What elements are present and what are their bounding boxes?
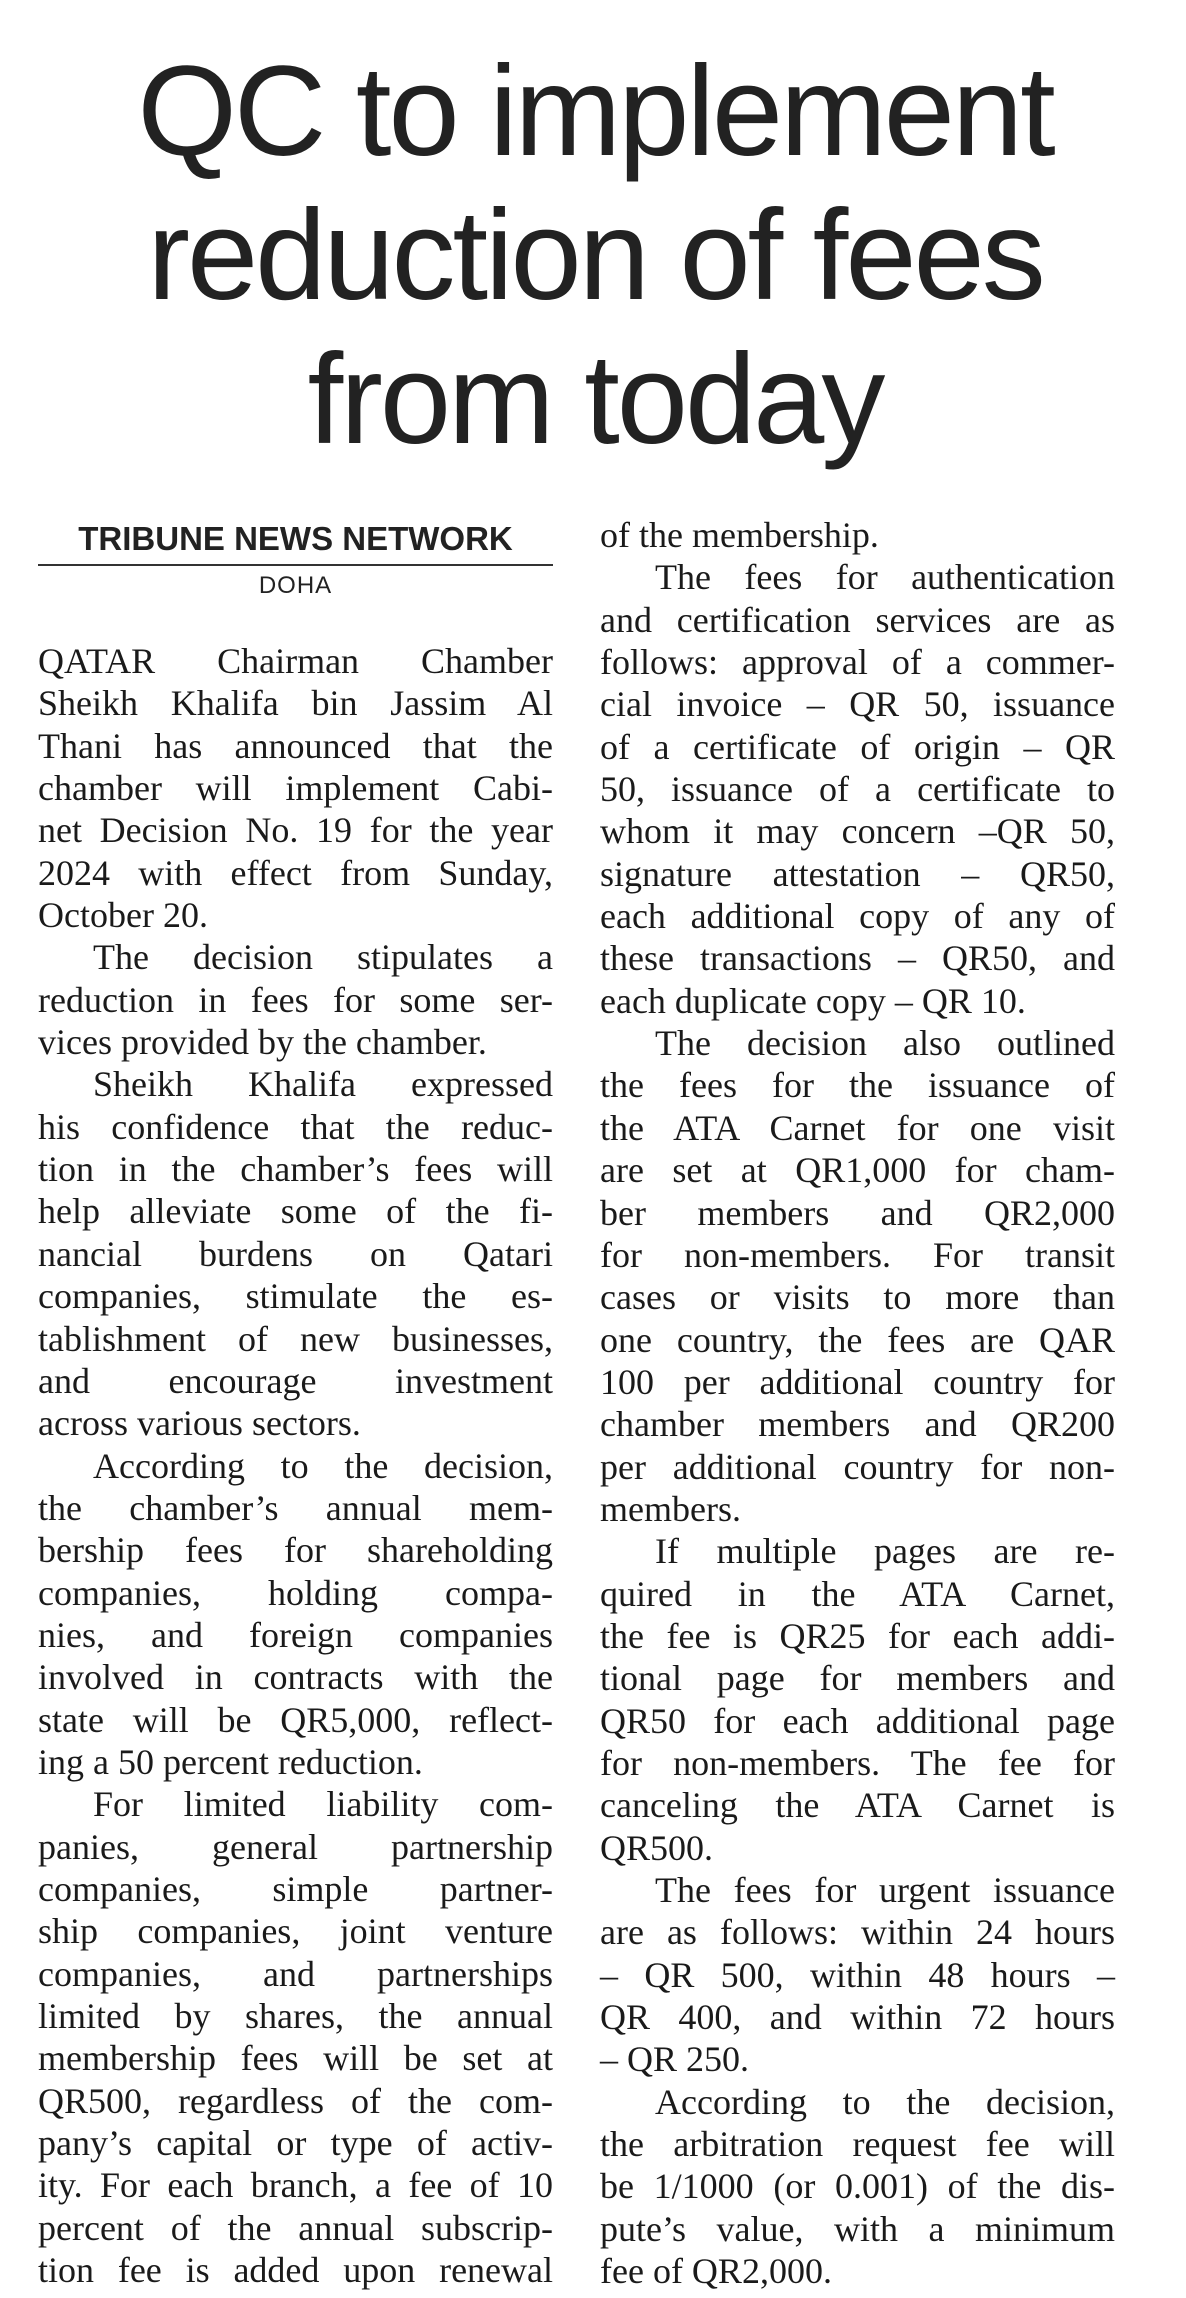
article-line: Thani has announced that the	[38, 725, 553, 766]
article-line: nancial burdens on Qatari	[38, 1233, 553, 1274]
article-line: Sheikh Khalifa bin Jassim Al	[38, 683, 553, 724]
headline-line: QC to implement	[137, 40, 1053, 183]
article-line: vices provided by the chamber.	[38, 1022, 487, 1063]
article-line: involved in contracts with the	[38, 1657, 553, 1698]
article-line: tion fee is added upon renewal	[38, 2250, 553, 2291]
article-line: whom it may concern –QR 50,	[600, 811, 1115, 852]
article-line: Sheikh Khalifa expressed	[93, 1064, 553, 1105]
article-line: fee of QR2,000.	[600, 2251, 832, 2292]
article-line: ing a 50 percent reduction.	[38, 1741, 423, 1782]
article-line: 100 per additional country for	[600, 1361, 1115, 1402]
article-line: and encourage investment	[38, 1360, 553, 1401]
article-line: members.	[600, 1488, 741, 1529]
article-line: the chamber’s annual mem-	[38, 1487, 553, 1528]
article-line: net Decision No. 19 for the year	[38, 810, 553, 851]
article-line: According to the decision,	[655, 2081, 1115, 2122]
headline	[30, 40, 1160, 472]
article-line: QR50 for each additional page	[600, 1700, 1115, 1741]
article-line: tional page for members and	[600, 1658, 1115, 1699]
news-network-credit: TRIBUNE NEWS NETWORK	[38, 520, 553, 566]
article-line: QR500, regardless of the com-	[38, 2080, 553, 2121]
article-line: panies, general partnership	[38, 1826, 553, 1867]
article-line: the ATA Carnet for one visit	[600, 1107, 1115, 1148]
article-line: signature attestation – QR50,	[600, 853, 1115, 894]
article-line: chamber will implement Cabi-	[38, 768, 553, 809]
article-line: pany’s capital or type of activ-	[38, 2123, 553, 2164]
article-line: percent of the annual subscrip-	[38, 2207, 553, 2248]
article-line: of the membership.	[600, 515, 879, 555]
article-line: pute’s value, with a minimum	[600, 2208, 1115, 2249]
article-line: the arbitration request fee will	[600, 2124, 1115, 2165]
article-line: If multiple pages are re-	[655, 1531, 1115, 1572]
article-line: For limited liability com-	[93, 1784, 553, 1825]
article-line: ity. For each branch, a fee of 10	[38, 2165, 553, 2206]
article-line: tablishment of new businesses,	[38, 1318, 553, 1359]
article-line: The decision also outlined	[655, 1023, 1115, 1064]
article-line: 50, issuance of a certificate to	[600, 769, 1115, 810]
article-line: of a certificate of origin – QR	[600, 726, 1115, 767]
article-line: companies, and partnerships	[38, 1953, 553, 1994]
article-line: 2024 with effect from Sunday,	[38, 852, 553, 893]
article-line: quired in the ATA Carnet,	[600, 1573, 1115, 1614]
article-line: QR500.	[600, 1827, 714, 1868]
article-line: these transactions – QR50, and	[600, 938, 1115, 979]
article-line: tion in the chamber’s fees will	[38, 1149, 553, 1190]
article-line: reduction in fees for some ser-	[38, 979, 553, 1020]
article-line: follows: approval of a commer-	[600, 642, 1115, 683]
article-line: canceling the ATA Carnet is	[600, 1785, 1115, 1826]
article-line: QR 400, and within 72 hours	[600, 1997, 1115, 2038]
article-line: each additional copy of any of	[600, 896, 1115, 937]
article-line: and certification services are as	[600, 599, 1115, 640]
article-line: companies, simple partner-	[38, 1868, 553, 1909]
article-line: are set at QR1,000 for cham-	[600, 1150, 1115, 1191]
article-line: cial invoice – QR 50, issuance	[600, 684, 1115, 725]
article-line: QATAR Chairman Chamber	[38, 641, 553, 681]
article-line: According to the decision,	[93, 1445, 553, 1486]
article-line: be 1/1000 (or 0.001) of the dis-	[600, 2166, 1115, 2207]
article-line: cases or visits to more than	[600, 1277, 1115, 1318]
article-line: across various sectors.	[38, 1403, 361, 1444]
article-line: his confidence that the reduc-	[38, 1106, 553, 1147]
article-line: the fee is QR25 for each addi-	[600, 1615, 1115, 1656]
article-line: – QR 250.	[600, 2039, 750, 2080]
article-line: October 20.	[38, 895, 208, 936]
article-line: The fees for authentication	[655, 557, 1115, 598]
headline-line: from today	[307, 328, 883, 471]
dateline: DOHA	[258, 572, 333, 599]
article-line: The decision stipulates a	[93, 937, 553, 978]
article-line: ship companies, joint venture	[38, 1911, 553, 1952]
headline-line: reduction of fees	[147, 184, 1043, 327]
article-line: per additional country for non-	[600, 1446, 1115, 1487]
article-column-2	[600, 514, 1115, 2292]
article-line: ber members and QR2,000	[600, 1192, 1115, 1233]
article-line: limited by shares, the annual	[38, 1996, 553, 2036]
article-line: chamber members and QR200	[600, 1404, 1115, 1445]
article-line: companies, holding compa-	[38, 1572, 553, 1613]
article-line: for non-members. For transit	[600, 1234, 1115, 1275]
byline	[38, 520, 553, 600]
article-line: bership fees for shareholding	[38, 1530, 553, 1571]
article-line: one country, the fees are QAR	[600, 1319, 1115, 1360]
article-line: the fees for the issuance of	[600, 1065, 1115, 1106]
article-line: membership fees will be set at	[38, 2038, 553, 2079]
article-line: – QR 500, within 48 hours –	[600, 1954, 1115, 1995]
article-line: for non-members. The fee for	[600, 1742, 1115, 1783]
article-line: state will be QR5,000, reflect-	[38, 1699, 553, 1740]
article-line: each duplicate copy – QR 10.	[600, 980, 1026, 1021]
article-line: The fees for urgent issuance	[655, 1870, 1115, 1910]
article-line: nies, and foreign companies	[38, 1614, 553, 1655]
article-line: companies, stimulate the es-	[38, 1276, 553, 1317]
article-line: help alleviate some of the fi-	[38, 1191, 553, 1232]
article-line: are as follows: within 24 hours	[600, 1912, 1115, 1953]
article-column-1	[38, 640, 553, 2291]
